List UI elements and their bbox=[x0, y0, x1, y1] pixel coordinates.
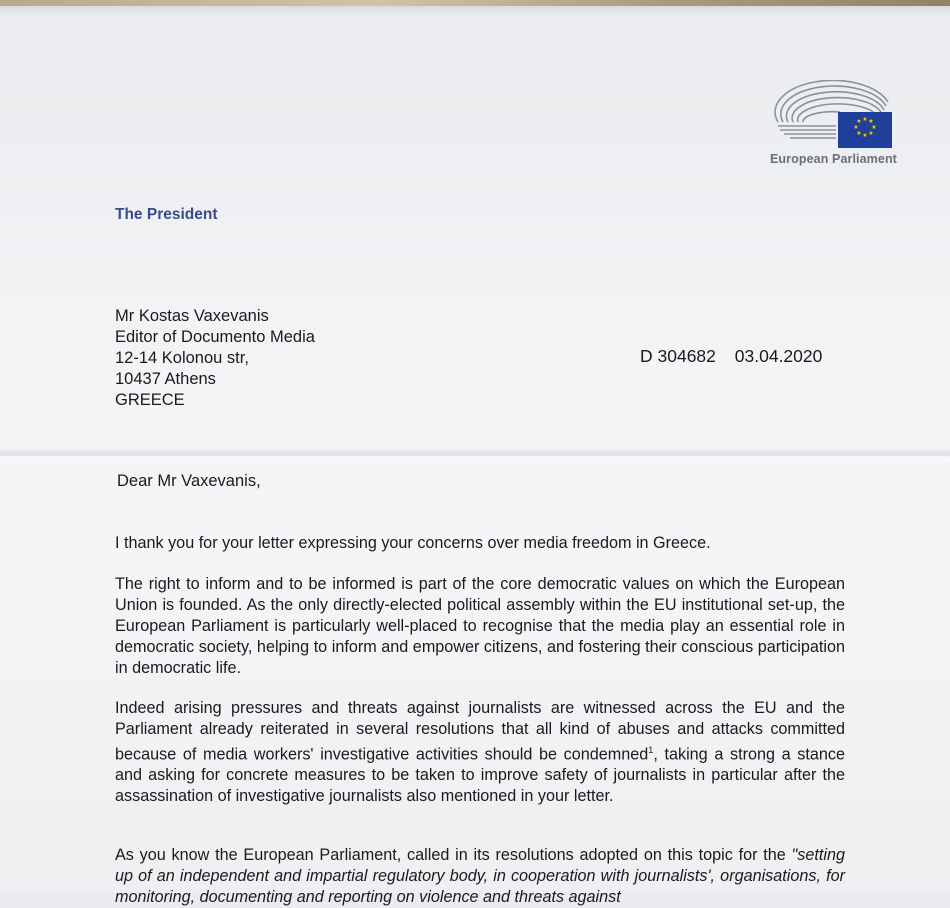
reference-number: D 304682 bbox=[640, 346, 716, 366]
svg-text:★: ★ bbox=[871, 124, 877, 131]
paper-top-shadow bbox=[0, 6, 950, 16]
paragraph-1: I thank you for your letter expressing your concerns over media freedom in Greece. bbox=[115, 534, 711, 552]
paper-fold-line bbox=[0, 447, 950, 465]
address-line: Mr Kostas Vaxevanis bbox=[115, 307, 269, 325]
svg-text:★: ★ bbox=[856, 118, 862, 125]
paragraph-2: The right to inform and to be informed is part of the core democratic values on which the European Union is founded. As the only directly-elected political assembly within the EU institutional set-up, the European Parliament is particularly well-placed to recognise that the media play an essential role in democratic society, helping to inform and empower citizens, and fostering their conscious participation in democratic life. bbox=[115, 575, 845, 677]
address-line: 10437 Athens bbox=[115, 370, 216, 388]
address-line: Editor of Documento Media bbox=[115, 328, 315, 346]
paragraph-4-text: As you know the European Parliament, called in its resolutions adopted on this topic for the bbox=[115, 846, 792, 864]
institution-name: European Parliament bbox=[770, 152, 897, 166]
paragraph-4 bbox=[115, 845, 845, 908]
paragraph-3-text-b: , taking a strong a stance and asking for concrete measures to be taken to improve safety of journalists in particular after the assassination of investigative journalists also mentioned in your letter. bbox=[115, 745, 845, 806]
reference-block bbox=[640, 346, 836, 367]
address-line: 12-14 Kolonou str, bbox=[115, 349, 249, 367]
svg-text:★: ★ bbox=[862, 132, 868, 139]
salutation: Dear Mr Vaxevanis, bbox=[117, 472, 261, 490]
paragraph-3 bbox=[115, 698, 845, 807]
paragraph-4-quote: "setting up of an independent and impartial regulatory body, in cooperation with journalists', organisations, for monitoring, documenting and reporting on violence and threats against bbox=[115, 846, 845, 906]
svg-text:★: ★ bbox=[868, 118, 874, 125]
paragraph-3-text-a: Indeed arising pressures and threats against journalists are witnessed across the EU and the Parliament already reiterated in several resolutions that all kind of abuses and attacks committed because of media workers' investigative activities should be condemned bbox=[115, 699, 845, 764]
svg-text:★: ★ bbox=[868, 130, 874, 137]
svg-text:★: ★ bbox=[853, 124, 859, 131]
svg-text:★: ★ bbox=[862, 116, 868, 123]
svg-text:★: ★ bbox=[856, 130, 862, 137]
office-title: The President bbox=[115, 206, 218, 223]
recipient-address bbox=[115, 306, 315, 411]
address-line: GREECE bbox=[115, 391, 185, 409]
footnote-marker: 1 bbox=[648, 745, 654, 755]
letter-date: 03.04.2020 bbox=[734, 346, 823, 366]
